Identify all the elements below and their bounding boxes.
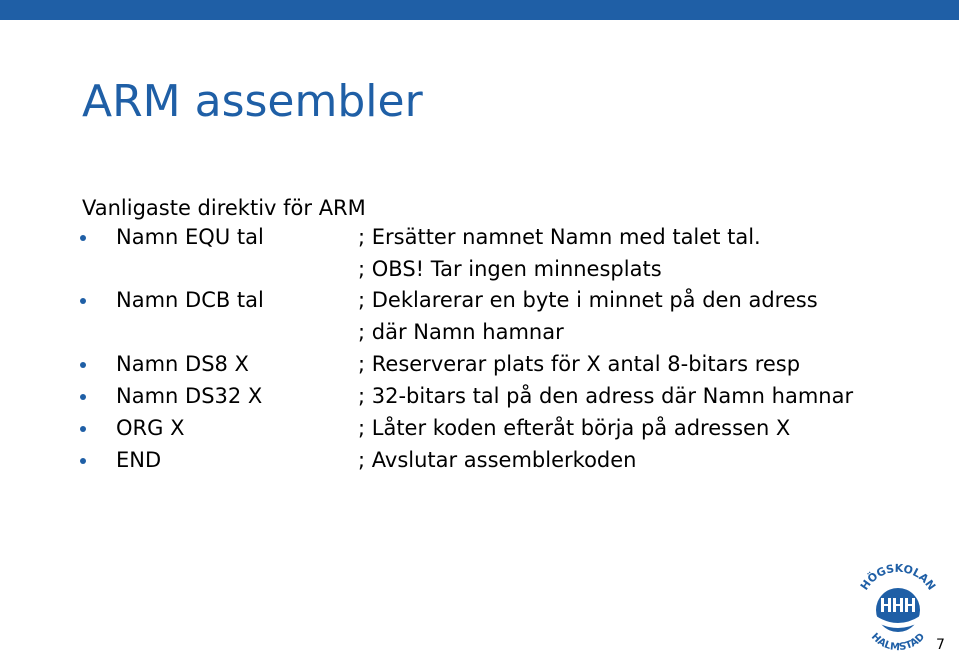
slide-subtitle: Vanligaste direktiv för ARM [82, 196, 366, 220]
page-number: 7 [936, 637, 945, 653]
bullet-icon [80, 298, 86, 304]
directive-comment: ; 32-bitars tal på den adress där Namn hamnar [358, 384, 854, 408]
bullet-icon [80, 458, 86, 464]
bullet-icon [80, 394, 86, 400]
top-accent-bar [0, 0, 959, 20]
directive-comment: ; OBS! Tar ingen minnesplats [358, 257, 662, 281]
directive-comment: ; Ersätter namnet Namn med talet tal. [358, 225, 761, 249]
directive-comment: ; där Namn hamnar [358, 320, 564, 344]
university-logo-icon [848, 560, 948, 652]
logo-top-text: HÖGSKOLAN [857, 561, 939, 593]
directive-code: ORG X [116, 416, 185, 440]
bullet-icon [80, 426, 86, 432]
directive-code: END [116, 448, 162, 472]
directive-code: Namn EQU tal [116, 225, 264, 249]
bullet-icon [80, 235, 86, 241]
bullet-icon [80, 362, 86, 368]
slide-title: ARM assembler [82, 76, 423, 127]
directive-comment: ; Låter koden efteråt börja på adressen X [358, 416, 791, 440]
logo-bottom-text: HALMSTAD [868, 631, 928, 652]
directive-comment: ; Reserverar plats för X antal 8-bitars resp [358, 352, 801, 376]
directive-comment: ; Deklarerar en byte i minnet på den adress [358, 288, 818, 312]
svg-text:HALMSTAD [869, 631, 927, 652]
directive-comment: ; Avslutar assemblerkoden [358, 448, 637, 472]
directive-code: Namn DS8 X [116, 352, 249, 376]
directive-code: Namn DS32 X [116, 384, 263, 408]
directive-code: Namn DCB tal [116, 288, 264, 312]
